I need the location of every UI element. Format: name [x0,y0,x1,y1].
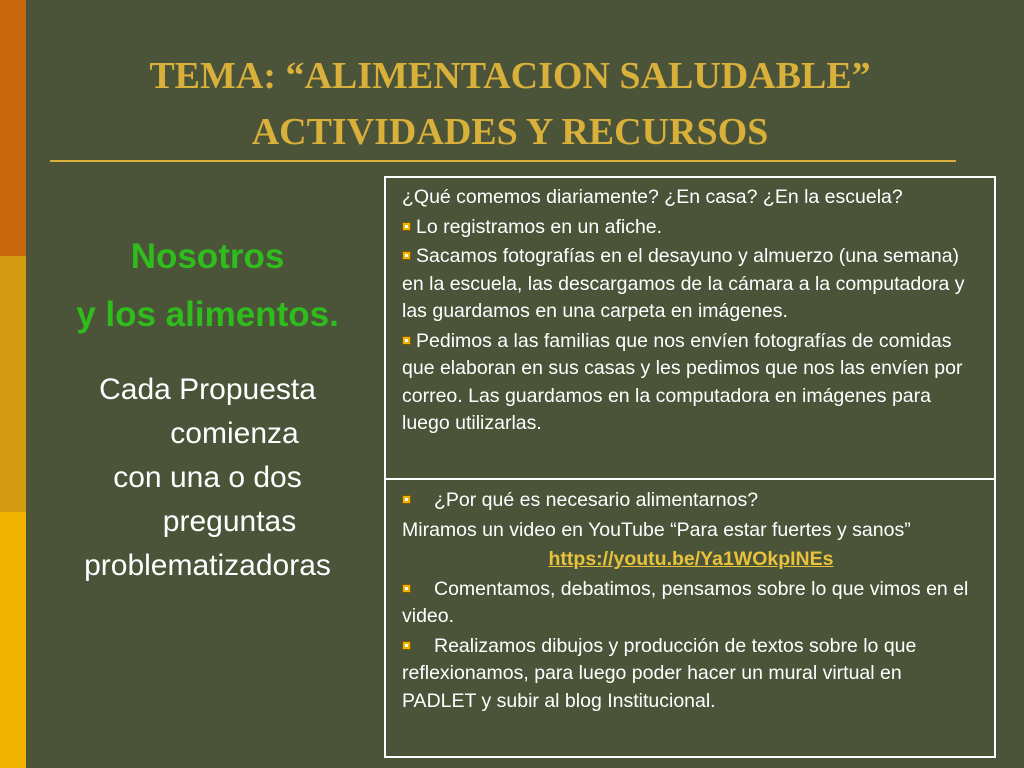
box2-item-text: Comentamos, debatimos, pensamos sobre lo que vimos en el video. [402,577,969,627]
box1-item-text: Sacamos fotografías en el desayuno y almuerzo (una semana) en la escuela, las descargamos de la cámara a la computadora y las guardamos en una carpeta en imágenes. [402,245,965,322]
box1-item-text: Pedimos a las familias que nos envíen fotografías de comidas que elaboran en sus casas y les pedimos que nos las envíen por correo. Las guardamos en la computadora en imágenes para luego utilizarlas. [402,329,963,434]
square-bullet-icon [402,222,411,231]
square-bullet-icon [402,495,411,504]
youtube-link[interactable]: https://youtu.be/Ya1WOkpINEs [548,548,834,570]
heading-line-1: Nosotros [130,237,285,276]
title-divider [50,160,956,162]
box1-item-text: Lo registramos en un afiche. [416,215,663,238]
intro-line-2: comienza [170,417,299,450]
box2-video-text: Miramos un video en YouTube “Para estar fuertes y sanos” [402,518,911,541]
box2-question-row [402,487,980,515]
title-line-2: ACTIVIDADES Y RECURSOS [251,111,769,153]
side-stripe-gold [0,256,26,512]
intro-line-5: problematizadoras [84,549,331,582]
box2-item-text: Realizamos dibujos y producción de textos sobre lo que reflexionamos, para luego poder hacer un mural virtual en PADLET y subir al blog Institucional. [402,634,917,712]
heading-line-2: y los alimentos. [76,295,339,334]
box2-item [402,633,980,716]
activities-box-1 [384,176,996,480]
intro-line-1: Cada Propuesta [99,373,316,406]
box1-question: ¿Qué comemos diariamente? ¿En casa? ¿En la escuela? [402,186,903,208]
intro-line-3: con una o dos [113,461,302,494]
square-bullet-icon [402,584,411,593]
square-bullet-icon [402,641,411,650]
square-bullet-icon [402,251,411,260]
left-column [40,228,375,588]
square-bullet-icon [402,336,411,345]
box1-item [402,243,980,326]
activities-box-2 [384,478,996,758]
box2-link-row [402,546,980,574]
side-stripe-yellow [0,512,26,768]
side-stripe-orange [0,0,26,256]
box1-item [402,214,980,242]
intro-text [40,368,375,588]
intro-line-4: preguntas [162,505,297,538]
slide-title [50,48,970,160]
title-line-1: TEMA: “ALIMENTACION SALUDABLE” [149,55,871,97]
box1-item [402,328,980,438]
box2-question: ¿Por qué es necesario alimentarnos? [434,489,759,511]
box2-item [402,576,980,631]
